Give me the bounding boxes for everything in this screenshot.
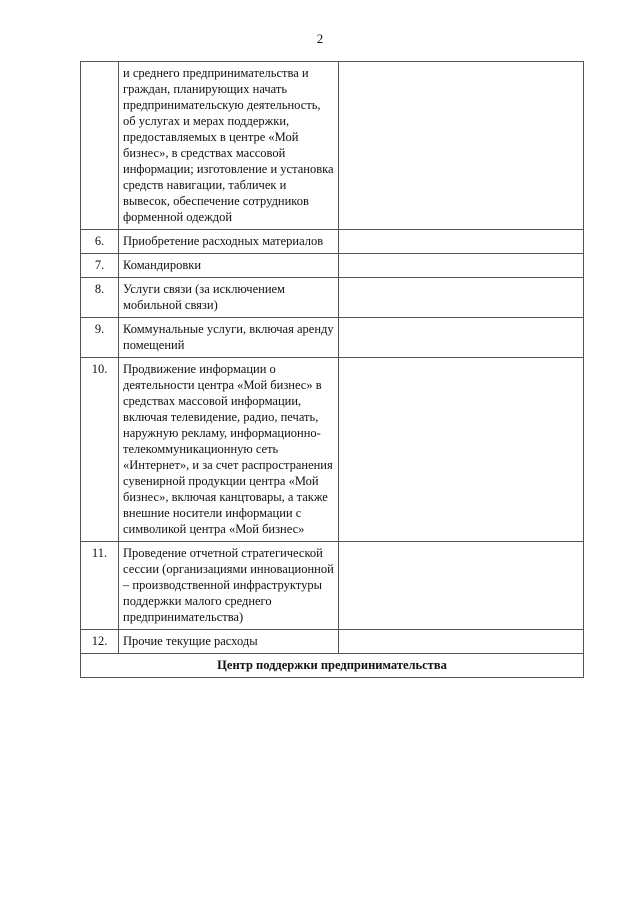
row-text: Продвижение информации о деятельности центра «Мой бизнес» в средствах массовой информации, включая телевидение, радио, печать, наружную рекламу, информационно-телекоммуникационную сеть «Интернет», и за счет распространения сувенирной продукции центра «Мой бизнес», включая канцтовары, а также внешние носители информации с символикой центра «Мой бизнес» (119, 358, 339, 542)
row-text: Коммунальные услуги, включая аренду помещений (119, 318, 339, 358)
table-row (81, 542, 584, 630)
row-number: 7. (81, 254, 119, 278)
row-text: Проведение отчетной стратегической сессии (организациями инновационной – производственной инфраструктуры поддержки малого среднего предпринимательства) (119, 542, 339, 630)
table-row (81, 278, 584, 318)
row-value-cell (339, 318, 584, 358)
section-header: Центр поддержки предпринимательства (81, 654, 584, 678)
row-value-cell (339, 278, 584, 318)
table-row (81, 62, 584, 230)
row-number: 11. (81, 542, 119, 630)
table-row (81, 230, 584, 254)
row-value-cell (339, 358, 584, 542)
row-value-cell (339, 230, 584, 254)
expense-table (80, 61, 584, 678)
row-value-cell (339, 630, 584, 654)
table-row (81, 630, 584, 654)
row-number: 9. (81, 318, 119, 358)
page-number: 2 (316, 31, 324, 46)
row-number (81, 62, 119, 230)
row-text: Командировки (119, 254, 339, 278)
row-value-cell (339, 254, 584, 278)
row-number: 6. (81, 230, 119, 254)
row-text: Приобретение расходных материалов (119, 230, 339, 254)
table-row (81, 318, 584, 358)
row-value-cell (339, 62, 584, 230)
section-row (81, 654, 584, 678)
table-row (81, 254, 584, 278)
table-row (81, 358, 584, 542)
row-number: 10. (81, 358, 119, 542)
row-value-cell (339, 542, 584, 630)
row-number: 12. (81, 630, 119, 654)
row-text: и среднего предпринимательства и граждан, планирующих начать предпринимательскую деятельность, об услугах и мерах поддержки, предоставляемых в центре «Мой бизнес», в средствах массовой информации; изготовление и установка средств навигации, табличек и вывесок, обеспечение сотрудников форменной одеждой (119, 62, 339, 230)
row-text: Услуги связи (за исключением мобильной связи) (119, 278, 339, 318)
row-text: Прочие текущие расходы (119, 630, 339, 654)
row-number: 8. (81, 278, 119, 318)
